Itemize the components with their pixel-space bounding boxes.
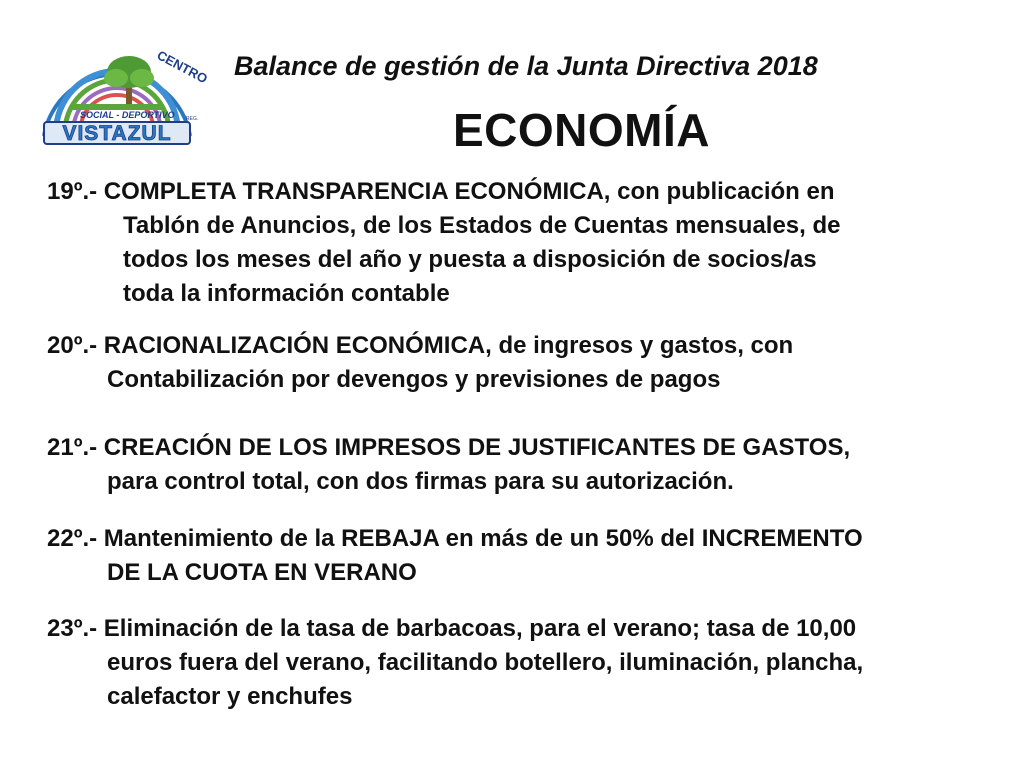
page-title: ECONOMÍA (453, 104, 710, 156)
logo-tree-canopy-left (104, 69, 128, 87)
vistazul-logo-emblem (36, 36, 211, 150)
list-item-number: 21º.- (47, 434, 98, 461)
list-item-text: euros fuera del verano, facilitando botellero, iluminación, plancha, (107, 649, 864, 676)
list-item (47, 522, 863, 590)
list-item-first-line (47, 612, 863, 646)
list-item-text: Contabilización por devengos y previsiones de pagos (107, 366, 721, 393)
logo-top-text: CENTRO (154, 47, 211, 87)
list-item-text: Tablón de Anuncios, de los Estados de Cuentas mensuales, de (123, 212, 841, 239)
list-item (47, 329, 793, 397)
list-item-text: calefactor y enchufes (107, 683, 353, 710)
logo-reg-mark: REG. (186, 116, 199, 122)
list-item (47, 175, 841, 311)
list-item-text: COMPLETA TRANSPARENCIA ECONÓMICA, con publicación en (103, 178, 835, 205)
list-item-text: Mantenimiento de la REBAJA en más de un 50% del INCREMENTO (103, 525, 863, 552)
list-item-text: para control total, con dos firmas para su autorización. (107, 468, 734, 495)
list-item-text: RACIONALIZACIÓN ECONÓMICA, de ingresos y gastos, con (103, 332, 794, 359)
list-item-first-line (47, 431, 850, 465)
list-item-number: 23º.- (47, 615, 98, 642)
logo-bottom-text: VISTAZUL (62, 122, 172, 145)
list-item-text: Eliminación de la tasa de barbacoas, para el verano; tasa de 10,00 (103, 615, 857, 642)
list-item-text: CREACIÓN DE LOS IMPRESOS DE JUSTIFICANTES DE GASTOS, (103, 434, 851, 461)
list-item-number: 19º.- (47, 178, 98, 205)
list-item-text: todos los meses del año y puesta a disposición de socios/as (123, 246, 817, 273)
list-item-first-line (47, 522, 863, 556)
list-item-first-line (47, 175, 841, 209)
club-logo (36, 36, 211, 150)
logo-middle-text: SOCIAL - DEPORTIVO (80, 110, 175, 120)
logo-tree-canopy-right (130, 69, 154, 87)
list-item-text: toda la información contable (123, 280, 450, 307)
list-item-first-line (47, 329, 793, 363)
list-item (47, 612, 863, 714)
list-item-text: DE LA CUOTA EN VERANO (107, 559, 417, 586)
page-subtitle: Balance de gestión de la Junta Directiva 2018 (234, 51, 818, 81)
list-item (47, 431, 850, 499)
list-item-number: 22º.- (47, 525, 98, 552)
list-item-number: 20º.- (47, 332, 98, 359)
